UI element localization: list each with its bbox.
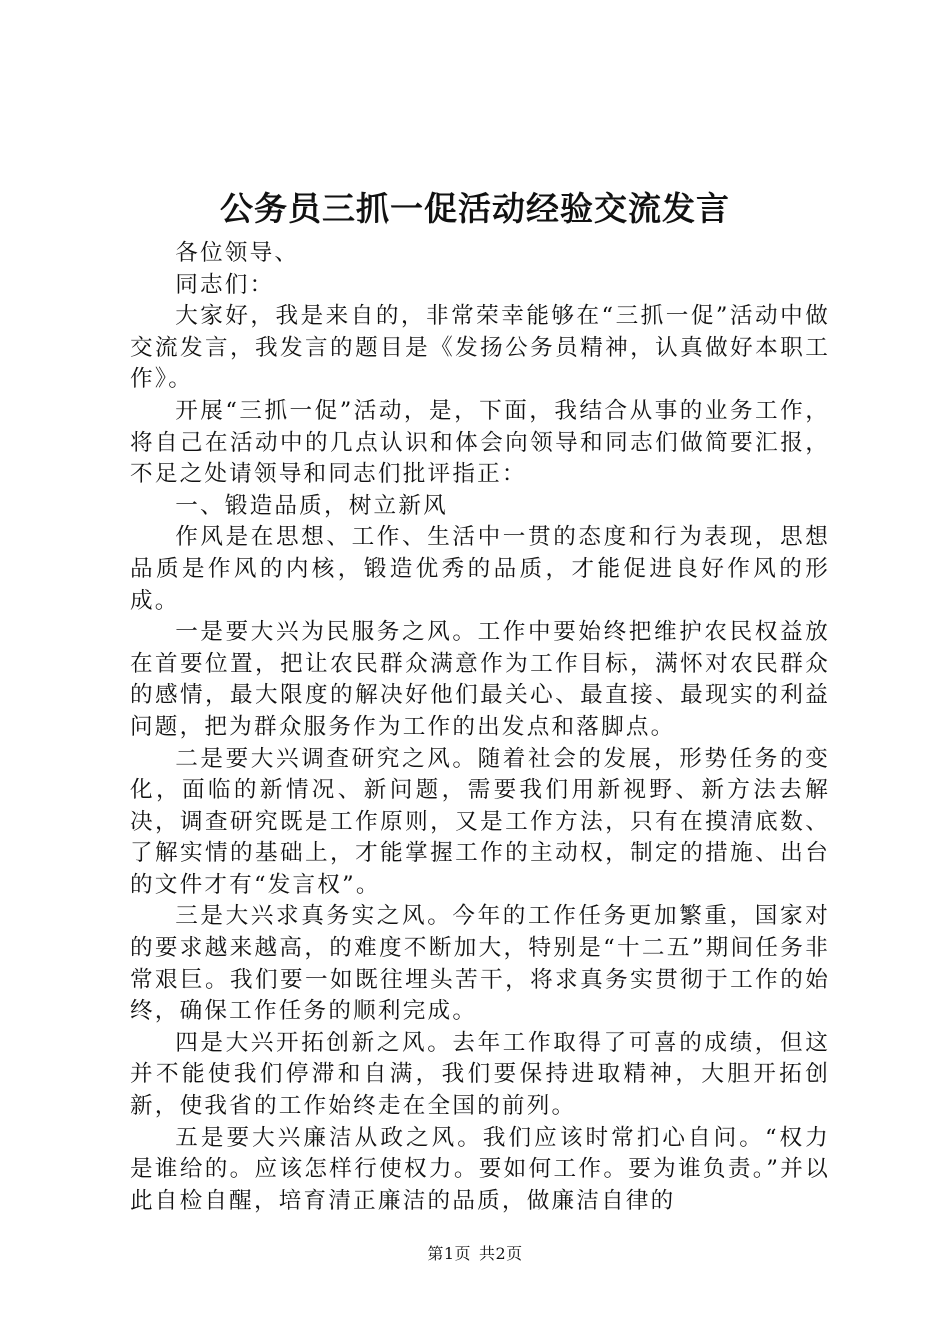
paragraph-point-3: 三是大兴求真务实之风。今年的工作任务更加繁重，国家对的要求越来越高，的难度不断加大，特别是“十二五”期间任务非常艰巨。我们要一如既往埋头苦干，将求真务实贯彻于工作的始终，确保工作任务的顺利完成。 — [130, 903, 830, 1025]
document-body — [130, 238, 830, 1217]
paragraph-intro: 开展“三抓一促”活动，是，下面，我结合从事的业务工作，将自己在活动中的几点认识和体会向领导和同志们做简要汇报，不足之处请领导和同志们批评指正： — [130, 397, 830, 488]
document-title: 公务员三抓一促活动经验交流发言 — [220, 189, 730, 228]
paragraph-greeting: 大家好，我是来自的，非常荣幸能够在“三抓一促”活动中做交流发言，我发言的题目是《发扬公务员精神，认真做好本职工作》。 — [130, 303, 830, 393]
salutation-leaders: 各位领导、 — [175, 240, 300, 266]
section-heading-1: 一、锻造品质，树立新风 — [175, 492, 448, 519]
page-number-total: 共2页 — [479, 1244, 523, 1263]
paragraph-point-5: 五是要大兴廉洁从政之风。我们应该时常扪心自问。“权力是谁给的。应该怎样行使权力。要如何工作。要为谁负责。”并以此自检自醒，培育清正廉洁的品质，做廉洁自律的 — [130, 1124, 830, 1214]
page-number-current: 第1页 — [427, 1244, 471, 1263]
page-footer — [0, 1243, 950, 1265]
paragraph-point-4: 四是大兴开拓创新之风。去年工作取得了可喜的成绩，但这并不能使我们停滞和自满，我们要保持进取精神，大胆开拓创新，使我省的工作始终走在全国的前列。 — [130, 1029, 830, 1120]
paragraph-point-2: 二是要大兴调查研究之风。随着社会的发展，形势任务的变化，面临的新情况、新问题，需要我们用新视野、新方法去解决，调查研究既是工作原则，又是工作方法，只有在摸清底数、了解实情的基础上，才能掌握工作的主动权，制定的措施、出台的文件才有“发言权”。 — [130, 745, 830, 898]
paragraph-point-1: 一是要大兴为民服务之风。工作中要始终把维护农民权益放在首要位置，把让农民群众满意作为工作目标，满怀对农民群众的感情，最大限度的解决好他们最关心、最直接、最现实的利益问题，把为群众服务作为工作的出发点和落脚点。 — [130, 619, 830, 740]
paragraph-style-definition: 作风是在思想、工作、生活中一贯的态度和行为表现，思想品质是作风的内核，锻造优秀的品质，才能促进良好作风的形成。 — [130, 524, 830, 614]
salutation-comrades: 同志们： — [175, 271, 275, 298]
